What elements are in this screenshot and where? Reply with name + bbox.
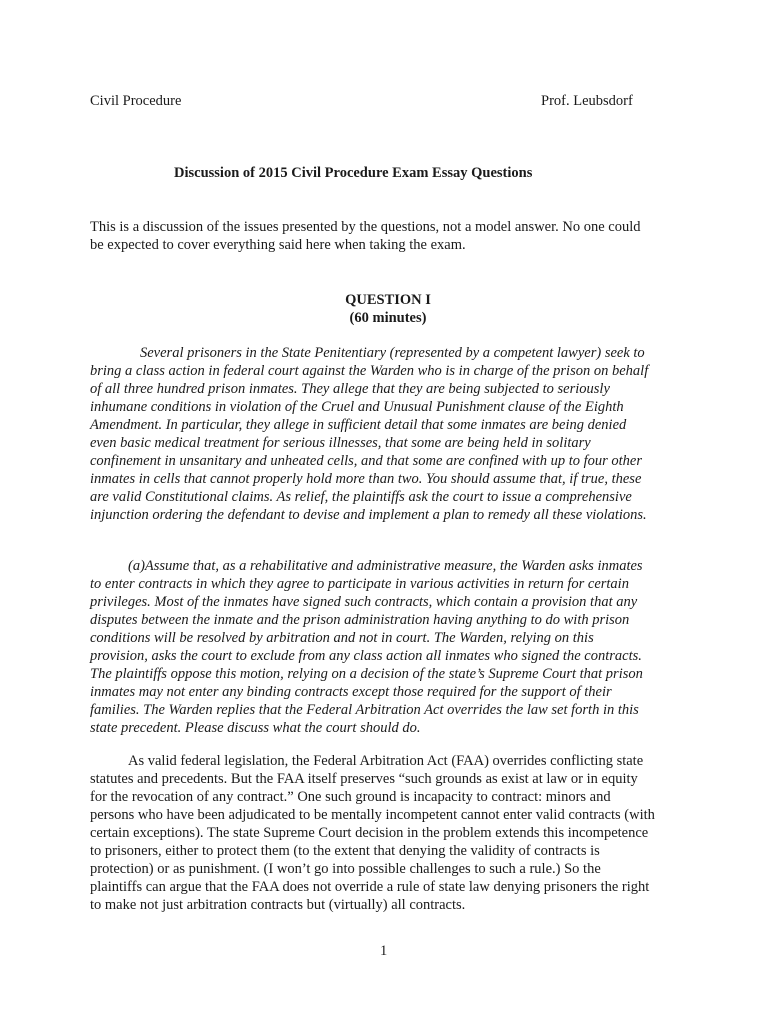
text-line: inmates may not enter any binding contracts except those required for the support of their [90, 684, 612, 700]
text-line: The plaintiffs oppose this motion, relying on a decision of the state’s Supreme Court that prison [90, 666, 643, 682]
text-line: Amendment. In particular, they allege in sufficient detail that some inmates are being denied [90, 417, 627, 433]
text-line: state precedent. Please discuss what the court should do. [90, 720, 421, 736]
question-prompt-paragraph [90, 344, 680, 524]
document-title: Discussion of 2015 Civil Procedure Exam Essay Questions [174, 165, 533, 181]
text-line: to prisoners, either to protect them (to the extent that denying the validity of contracts is [90, 843, 600, 859]
text-line: This is a discussion of the issues presented by the questions, not a model answer. No one could [90, 219, 641, 235]
text-line: protection) or as punishment. (I won’t go into possible challenges to such a rule.) So the [90, 861, 601, 877]
text-line: bring a class action in federal court against the Warden who is in charge of the prison on behalf [90, 363, 649, 379]
text-line: statutes and precedents. But the FAA itself preserves “such grounds as exist at law or in equity [90, 771, 638, 787]
text-line: conditions will be resolved by arbitration and not in court. The Warden, relying on this [90, 630, 594, 646]
text-line: Several prisoners in the State Penitentiary (represented by a competent lawyer) seek to [140, 345, 645, 361]
page-number: 1 [380, 943, 388, 959]
question-label: QUESTION I [345, 292, 431, 308]
text-line: injunction ordering the defendant to devise and implement a plan to remedy all these violations. [90, 507, 647, 523]
subquestion-a-paragraph [90, 557, 680, 737]
text-line: privileges. Most of the inmates have signed such contracts, which contain a provision that any [90, 594, 638, 610]
text-line: families. The Warden replies that the Federal Arbitration Act overrides the law set forth in this [90, 702, 639, 718]
professor-name: Prof. Leubsdorf [541, 93, 633, 109]
text-line: inhumane conditions in violation of the Cruel and Unusual Punishment clause of the Eighth [90, 399, 624, 415]
text-line: to make not just arbitration contracts but (virtually) all contracts. [90, 897, 466, 913]
text-line: be expected to cover everything said here when taking the exam. [90, 237, 466, 253]
discussion-paragraph [90, 752, 680, 914]
text-line: (a)Assume that, as a rehabilitative and administrative measure, the Warden asks inmates [128, 558, 643, 574]
text-line: of all three hundred prison inmates. They allege that they are being subjected to seriously [90, 381, 610, 397]
text-line: confinement in unsanitary and unheated cells, and that some are confined with up to four other [90, 453, 643, 469]
text-line: even basic medical treatment for serious illnesses, that some are being held in solitary [90, 435, 591, 451]
text-line: provision, asks the court to exclude from any class action all inmates who signed the contracts. [90, 648, 642, 664]
course-name: Civil Procedure [90, 93, 182, 109]
text-line: disputes between the inmate and the prison administration having anything to do with prison [90, 612, 630, 628]
text-line: plaintiffs can argue that the FAA does not override a rule of state law denying prisoners the right [90, 879, 650, 895]
text-line: for the revocation of any contract.” One such ground is incapacity to contract: minors and [90, 789, 611, 805]
intro-paragraph [90, 218, 680, 254]
text-line: to enter contracts in which they agree to participate in various activities in return for certain [90, 576, 629, 592]
text-line: are valid Constitutional claims. As relief, the plaintiffs ask the court to issue a comprehensive [90, 489, 632, 505]
text-line: certain exceptions). The state Supreme Court decision in the problem extends this incompetence [90, 825, 649, 841]
text-line: persons who have been adjudicated to be mentally incompetent cannot enter valid contracts (with [90, 807, 655, 823]
text-line: As valid federal legislation, the Federal Arbitration Act (FAA) overrides conflicting state [128, 753, 644, 769]
text-line: inmates in cells that cannot properly hold more than two. You should assume that, if true, these [90, 471, 642, 487]
question-time: (60 minutes) [349, 310, 427, 326]
